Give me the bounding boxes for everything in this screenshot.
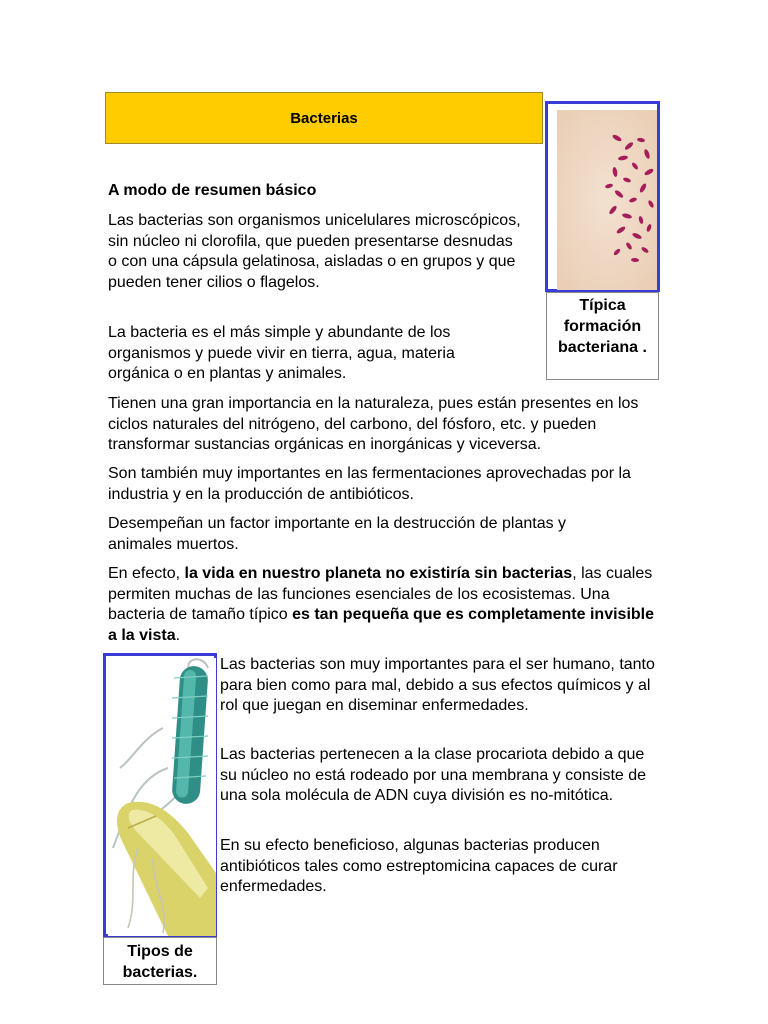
figure-caption-bacteria-types: Tipos de bacterias. <box>103 937 217 985</box>
figure-caption-bacterial-formation: Típica formación bacteriana . <box>546 292 659 380</box>
paragraph-human-importance: Las bacterias son muy importantes para el ser humano, tanto para bien como para mal, debido a sus efectos químicos y al rol que juegan en diseminar enfermedades. <box>220 656 655 714</box>
paragraph-fermentation: Son también muy importantes en las fermentaciones aprovechadas por la industria y en la producción de antibióticos. <box>108 465 631 503</box>
section-subtitle: A modo de resumen básico <box>108 182 317 199</box>
paragraph-decomposition: Desempeñan un factor importante en la destrucción de plantas y animales muertos. <box>108 515 567 553</box>
paragraph-prokaryote: Las bacterias pertenecen a la clase procariota debido a que su núcleo no está rodeado por una membrana y consiste de una sola molécula de ADN cuya división es no-mitótica. <box>220 746 647 804</box>
paragraph-importance: Tienen una gran importancia en la naturaleza, pues están presentes en los ciclos naturales del nitrógeno, del carbono, del fósforo, etc. y pueden transformar sustancias orgánicas en inorgánicas y viceversa. <box>108 395 639 453</box>
paragraph-habitat: La bacteria es el más simple y abundante de los organismos y puede vivir en tierra, agua, materia orgánica o en plantas y animales. <box>108 324 455 382</box>
paragraph-life-on-planet: En efecto, la vida en nuestro planeta no existiría sin bacterias, las cuales permiten muchas de las funciones esenciales de los ecosistemas. Una bacteria de tamaño típico es tan pequeña que es completamente invisible a la vista. <box>108 565 654 644</box>
figure-bacterial-formation <box>545 101 660 292</box>
figure-bacteria-types <box>103 653 217 937</box>
paragraph-antibiotics: En su efecto beneficioso, algunas bacterias producen antibióticos tales como estreptomicina capaces de curar enfermedades. <box>220 837 618 895</box>
bacteria-types-image <box>108 658 216 936</box>
page-title: Bacterias <box>105 92 543 144</box>
paragraph-definition: Las bacterias son organismos unicelulares microscópicos, sin núcleo ni clorofila, que pueden presentarse desnudas o con una cápsula gelatinosa, aisladas o en grupos y que pueden tener cilios o flagelos. <box>108 212 521 291</box>
bacteria-colony-image <box>557 110 657 290</box>
